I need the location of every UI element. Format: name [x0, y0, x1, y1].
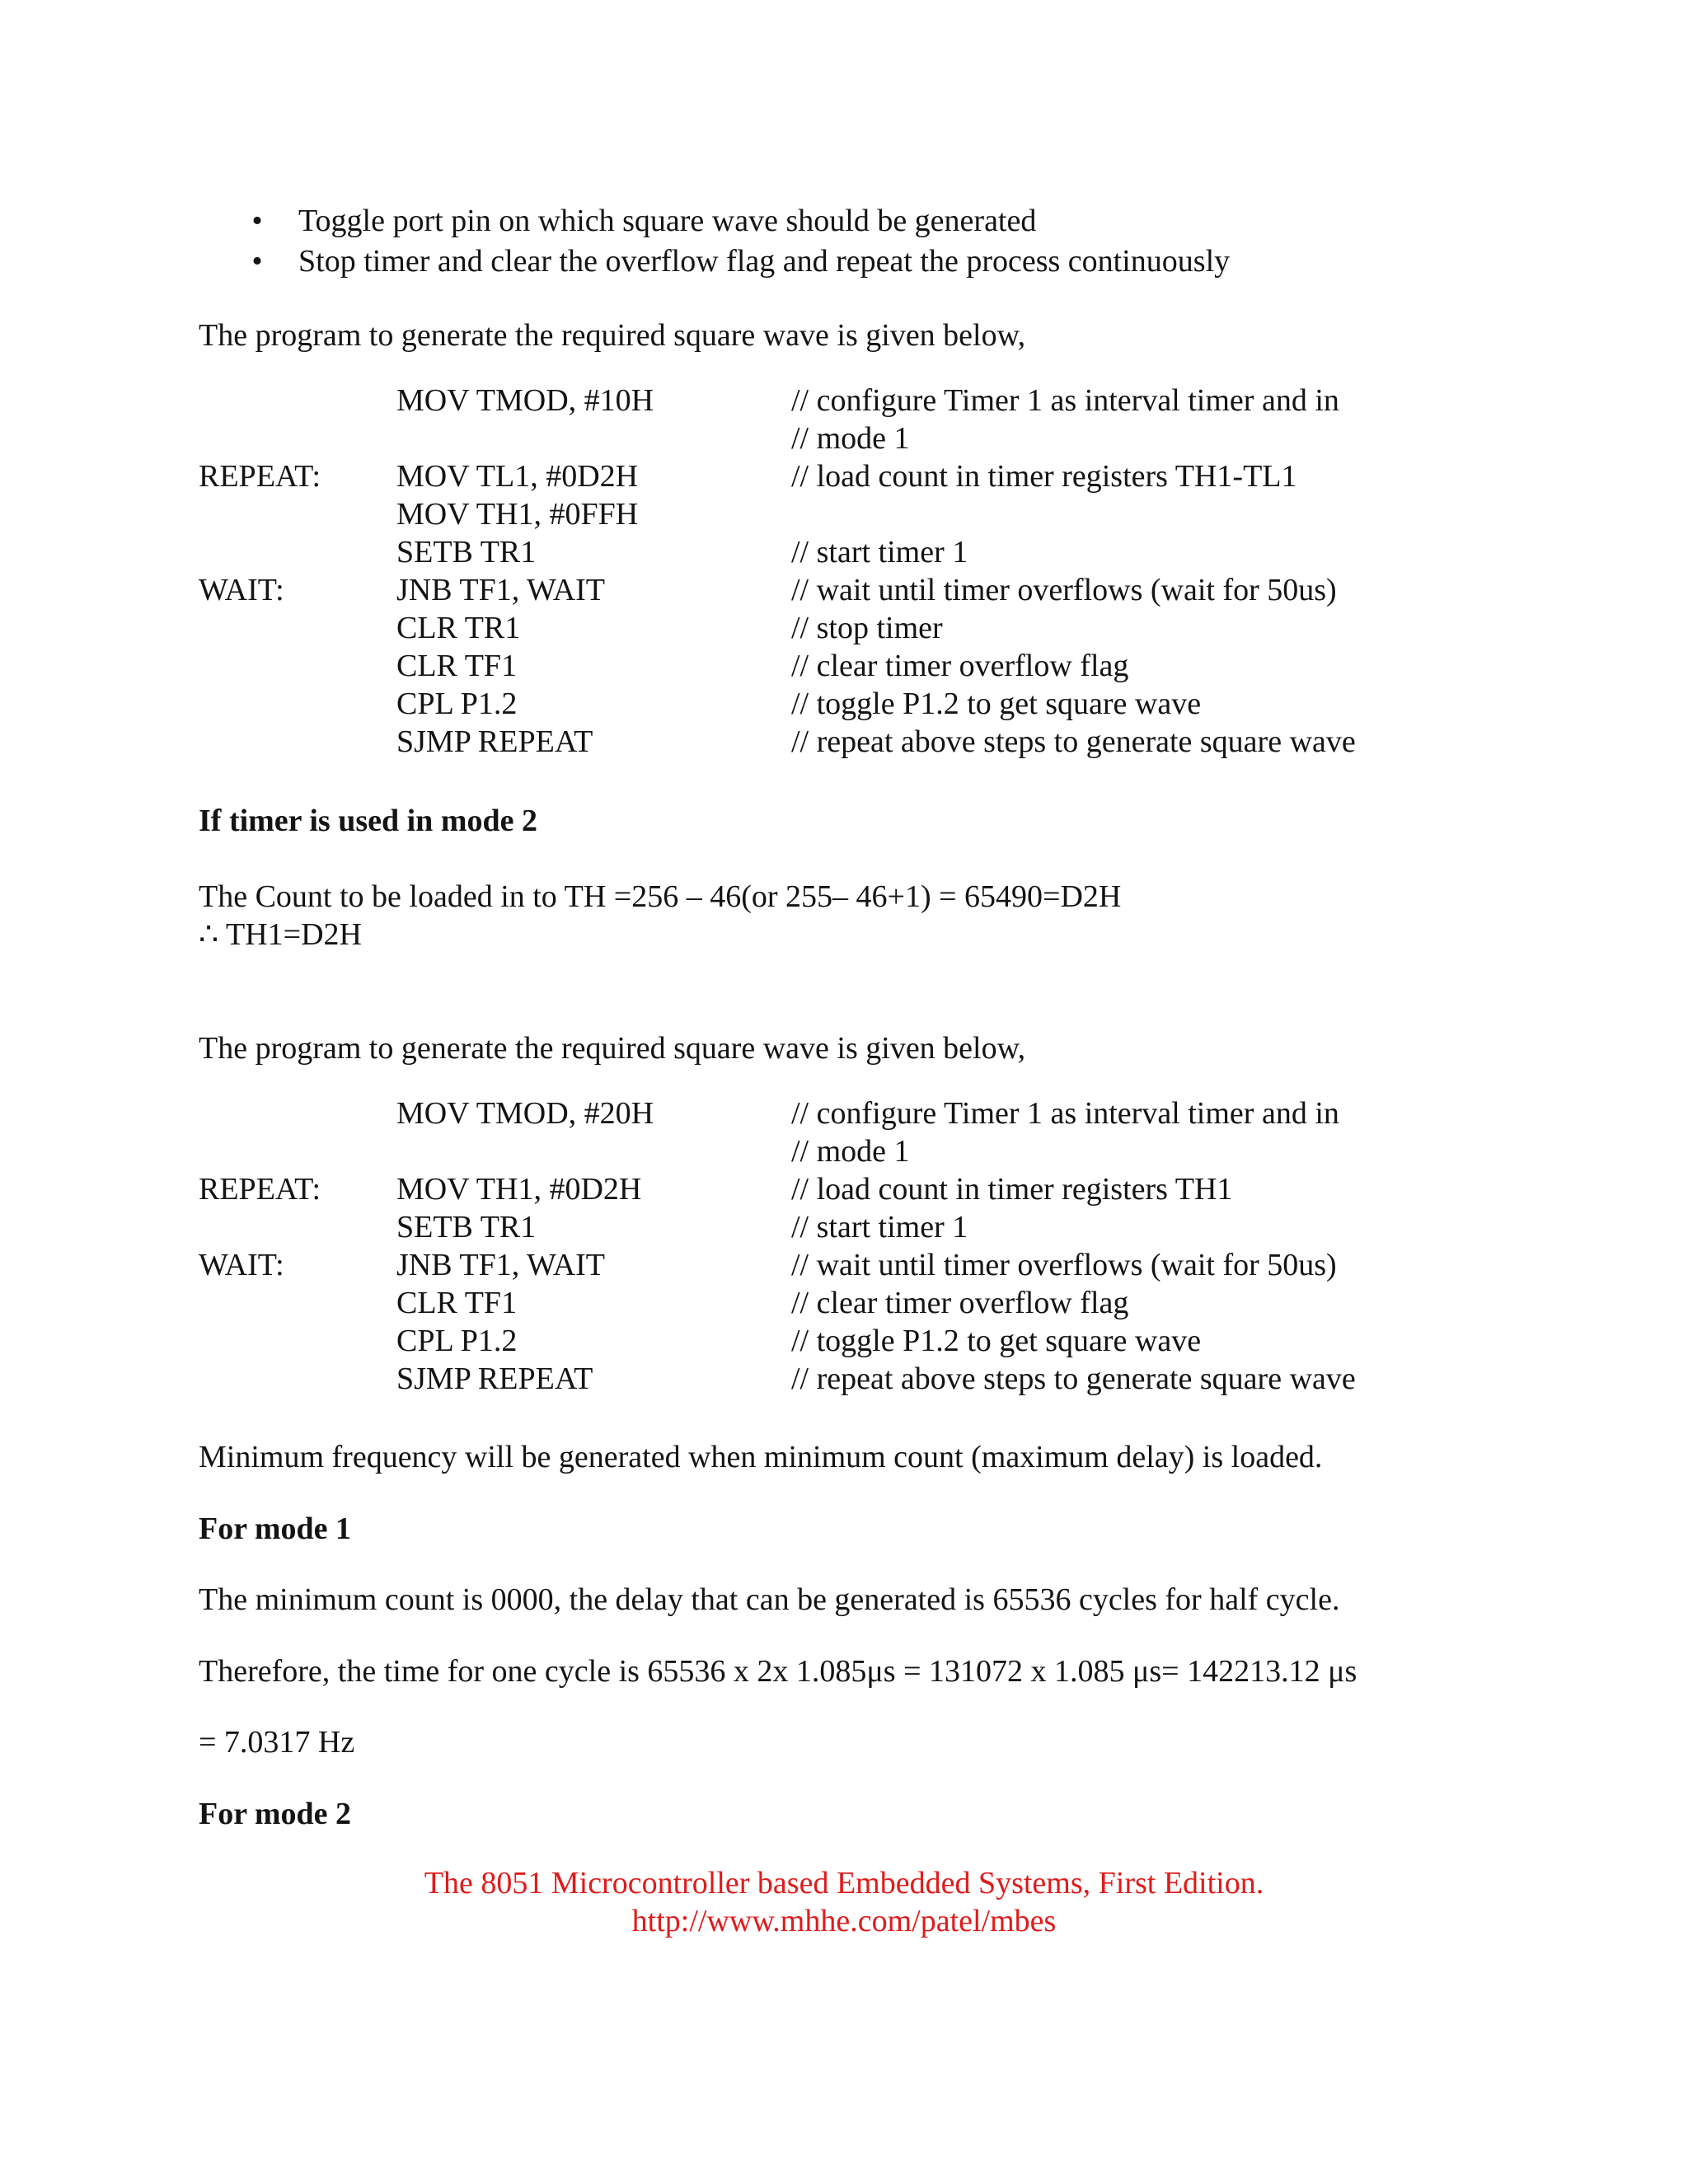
bullet-item: [249, 241, 1230, 282]
code-comment: // repeat above steps to generate square wave: [791, 724, 1356, 759]
code-comment: // clear timer overflow flag: [791, 1286, 1129, 1320]
min-frequency-paragraph: Minimum frequency will be generated when minimum count (maximum delay) is loaded.: [199, 1440, 1323, 1474]
code-label: WAIT:: [199, 573, 284, 607]
section-heading-timer-mode2: If timer is used in mode 2: [199, 804, 537, 838]
code-instruction: MOV TMOD, #10H: [396, 383, 654, 418]
section-heading-mode2: For mode 2: [199, 1797, 352, 1831]
code-instruction: CPL P1.2: [396, 1324, 518, 1358]
bullet-list: [249, 201, 1230, 282]
code-instruction: MOV TH1, #0FFH: [396, 497, 639, 532]
code-instruction: CLR TF1: [396, 1286, 518, 1320]
bullet-icon: •: [251, 244, 263, 279]
therefore-line: ∴ TH1=D2H: [199, 917, 362, 952]
code-comment: // repeat above steps to generate square wave: [791, 1361, 1356, 1396]
code-instruction: MOV TH1, #0D2H: [396, 1172, 642, 1207]
code-instruction: CLR TR1: [396, 611, 521, 645]
min-count-paragraph: The minimum count is 0000, the delay that can be generated is 65536 cycles for half cycle.: [199, 1582, 1340, 1617]
code-instruction: JNB TF1, WAIT: [396, 573, 606, 607]
code-instruction: JNB TF1, WAIT: [396, 1248, 606, 1282]
intro-paragraph-1: The program to generate the required square wave is given below,: [199, 318, 1026, 353]
code-instruction: MOV TMOD, #20H: [396, 1096, 654, 1131]
bullet-item: [249, 201, 1230, 241]
code-comment: // toggle P1.2 to get square wave: [791, 687, 1202, 721]
code-instruction: SJMP REPEAT: [396, 1361, 593, 1396]
code-comment: // wait until timer overflows (wait for 50us): [791, 1248, 1337, 1282]
code-instruction: CPL P1.2: [396, 687, 518, 721]
frequency-result: = 7.0317 Hz: [199, 1725, 355, 1760]
code-comment: // load count in timer registers TH1-TL1: [791, 459, 1297, 494]
code-comment: // configure Timer 1 as interval timer and in: [791, 1096, 1339, 1131]
bullet-text: Stop timer and clear the overflow flag and repeat the process continuously: [298, 244, 1231, 279]
code-comment: // toggle P1.2 to get square wave: [791, 1324, 1202, 1358]
count-equation: The Count to be loaded in to TH =256 – 46(or 255– 46+1) = 65490=D2H: [199, 879, 1122, 914]
code-label: WAIT:: [199, 1248, 284, 1282]
code-instruction: SJMP REPEAT: [396, 724, 593, 759]
code-label: REPEAT:: [199, 459, 321, 494]
code-instruction: SETB TR1: [396, 535, 537, 569]
intro-paragraph-2: The program to generate the required square wave is given below,: [199, 1031, 1026, 1066]
code-comment: // wait until timer overflows (wait for 50us): [791, 573, 1337, 607]
code-comment: // mode 1: [791, 1134, 910, 1169]
footer-url: http://www.mhhe.com/patel/mbes: [631, 1904, 1057, 1938]
code-instruction: MOV TL1, #0D2H: [396, 459, 639, 494]
code-instruction: SETB TR1: [396, 1210, 537, 1244]
bullet-text: Toggle port pin on which square wave should be generated: [298, 204, 1037, 238]
code-comment: // start timer 1: [791, 1210, 968, 1244]
code-label: REPEAT:: [199, 1172, 321, 1207]
code-comment: // configure Timer 1 as interval timer and in: [791, 383, 1339, 418]
code-comment: // stop timer: [791, 611, 943, 645]
cycle-time-equation: Therefore, the time for one cycle is 65536 x 2x 1.085μs = 131072 x 1.085 μs= 142213.12 μs: [199, 1654, 1357, 1689]
section-heading-mode1: For mode 1: [199, 1511, 352, 1546]
code-comment: // load count in timer registers TH1: [791, 1172, 1233, 1207]
bullet-icon: •: [251, 204, 263, 238]
code-instruction: CLR TF1: [396, 649, 518, 683]
code-comment: // start timer 1: [791, 535, 968, 569]
code-comment: // clear timer overflow flag: [791, 649, 1129, 683]
code-comment: // mode 1: [791, 421, 910, 456]
footer-book-title: The 8051 Microcontroller based Embedded Systems, First Edition.: [424, 1866, 1264, 1900]
